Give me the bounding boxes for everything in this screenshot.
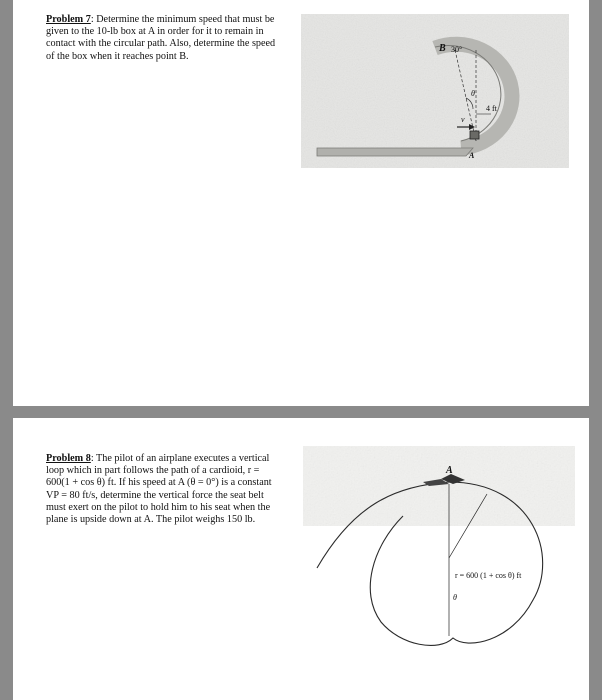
cardioid-equation: r = 600 (1 + cos θ) ft [455,571,522,580]
problem-8-statement [46,453,284,526]
problem-7-body: : Determine the minimum speed that must be given to the 10-lb box at A in order for it to remain in contact with the circular path. Also, determine the speed of the box when it reaches point B. [46,14,276,62]
label-a: A [446,465,453,476]
paper-texture [301,14,569,168]
theta-label: θ [453,593,457,602]
problem-7-statement [46,14,284,63]
angle-30-label: 30° [451,45,463,54]
cardioid-svg [303,446,575,678]
problem-7-title: Problem 7 [46,14,91,25]
box-at-a [470,131,479,139]
page-problem-8 [13,418,589,700]
cardioid-figure [303,446,575,678]
problem-8-body: : The pilot of an airplane executes a vertical loop which in part follows the path of a cardioid, r = 600(1 + cos θ) ft. If his speed at A (θ = 0°) is a constant VP = 80 ft/s, determine the vertical force the seat belt must exert on the pilot to hold him to his seat when the plane is upside down at A. The pilot weighs 150 lb. [46,453,272,526]
radius-label: 4 ft [486,104,497,113]
velocity-label: v [461,115,465,124]
circular-path-svg [301,14,569,168]
label-b: B [439,43,446,54]
label-a: A [469,151,475,160]
circular-path-figure [301,14,569,168]
horizontal-track [317,148,473,156]
paper-texture [303,446,575,526]
theta-label: θ [471,89,475,98]
page-problem-7 [13,0,589,406]
problem-8-title: Problem 8 [46,453,91,464]
